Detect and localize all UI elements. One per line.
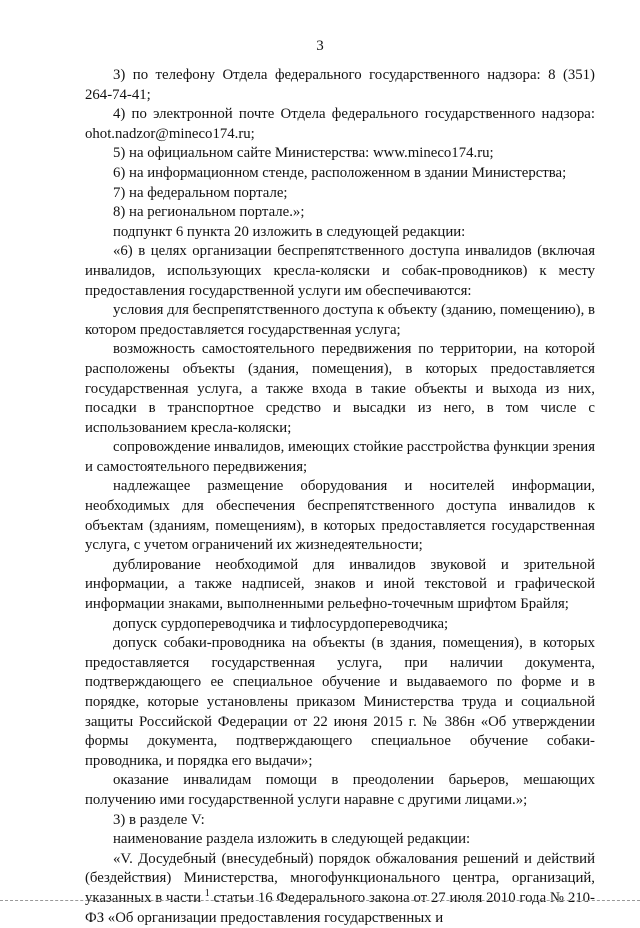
page-bottom-edge <box>0 900 640 901</box>
paragraph: оказание инвалидам помощи в преодолении барьеров, мешающих получению ими государственной услуги наравне с другими лицами.»; <box>85 772 595 808</box>
paragraph: возможность самостоятельного передвижения по территории, на которой расположены объекты (здания, помещения), в которых предоставляется государственная услуга, а также входа в такие объекты и выхода из них, посадки в транспортное средство и высадки из него, в том числе с использованием кресла-коляски; <box>85 341 595 436</box>
paragraph: наименование раздела изложить в следующей редакции: <box>113 831 471 848</box>
paragraph: подпункт 6 пункта 20 изложить в следующей редакции: <box>113 223 466 240</box>
paragraph: 8) на региональном портале.»; <box>113 204 305 221</box>
paragraph: 7) на федеральном портале; <box>113 184 288 201</box>
paragraph: допуск сурдопереводчика и тифлосурдопереводчика; <box>113 615 449 632</box>
paragraph: дублирование необходимой для инвалидов звуковой и зрительной информации, а также надписей, знаков и иной текстовой и графической информации знаками, выполненными рельефно-точечным шрифтом Брайля; <box>85 556 595 613</box>
paragraph: «6) в целях организации беспрепятственного доступа инвалидов (включая инвалидов, использующих кресла-коляски и собак-проводников) к месту предоставления государственной услуги им обеспечиваются: <box>85 243 595 299</box>
page-number: 3 <box>316 38 324 54</box>
paragraph: 4) по электронной почте Отдела федерального государственного надзора: ohot.nadzor@mineco174.ru; <box>85 106 595 142</box>
paragraph: надлежащее размещение оборудования и носителей информации, необходимых для обеспечения беспрепятственного доступа инвалидов к объектам (зданиям, помещениям), в которых предоставляется государственная услуга, с учетом ограничений их жизнедеятельности; <box>85 478 595 554</box>
section-v-title-paragraph <box>85 850 595 928</box>
document-body <box>85 66 595 928</box>
superscript: 1 <box>204 888 210 900</box>
paragraph: условия для беспрепятственного доступа к объекту (зданию, помещению), в котором предоставляется государственная услуга; <box>85 302 595 338</box>
paragraph: 5) на официальном сайте Министерства: www.mineco174.ru; <box>113 145 494 162</box>
paragraph: 3) по телефону Отдела федерального государственного надзора: 8 (351) 264-74-41; <box>85 67 595 103</box>
paragraph: сопровождение инвалидов, имеющих стойкие расстройства функции зрения и самостоятельного передвижения; <box>85 439 595 475</box>
paragraph: 6) на информационном стенде, расположенном в здании Министерства; <box>113 164 567 181</box>
paragraph-text-after: статьи 16 Федерального закона от 27 июля 2010 года № 210-ФЗ «Об организации предоставления государственных и <box>85 889 595 926</box>
paragraph-text-before: «V. Досудебный (внесудебный) порядок обжалования решений и действий (бездействия) Министерства, многофункционального центра, организаций, указанных в части <box>85 850 595 906</box>
paragraph: допуск собаки-проводника на объекты (в здания, помещения), в которых предоставляется государственная услуга, при наличии документа, подтверждающего ее специальное обучение и выдаваемого по форме и в порядке, которые установлены приказом Министерства труда и социальной защиты Российской Федерации от 22 июня 2015 г. № 386н «Об утверждении формы документа, подтверждающего специальное обучение собаки-проводника, и порядка его выдачи»; <box>85 635 595 769</box>
paragraph: 3) в разделе V: <box>113 811 205 828</box>
